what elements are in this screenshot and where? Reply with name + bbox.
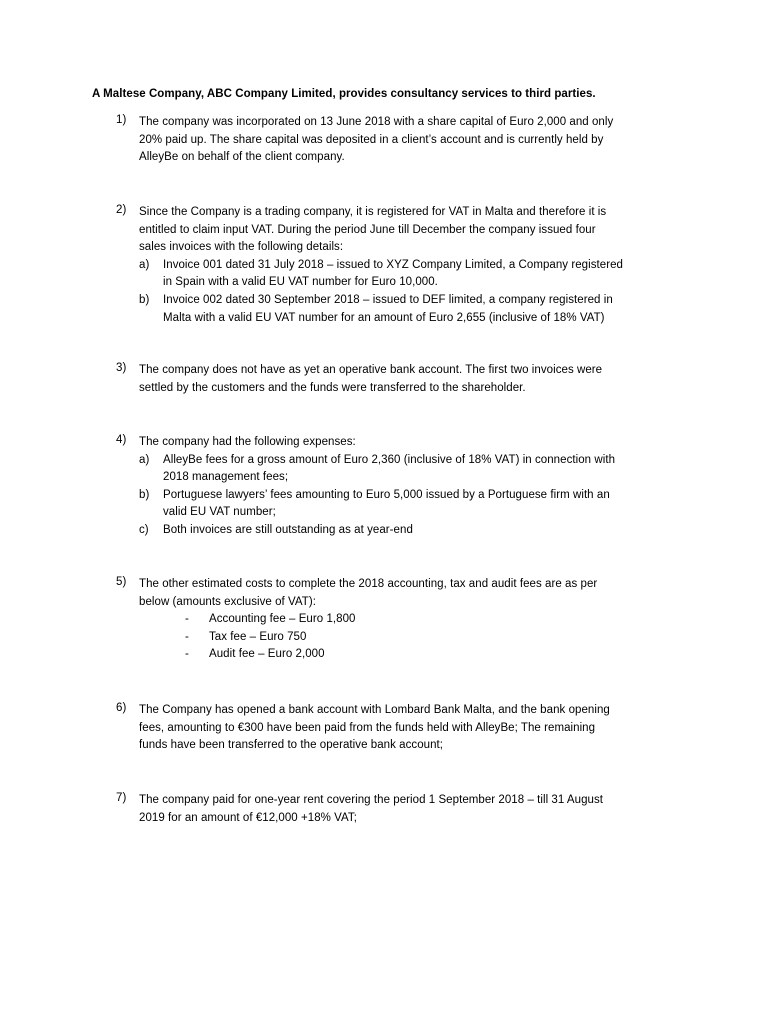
item-body <box>139 434 676 540</box>
sub-item-a <box>139 257 676 292</box>
list-item-2 <box>116 204 676 327</box>
item-text-line: The company paid for one-year rent covering the period 1 September 2018 – till 31 August <box>139 794 604 806</box>
sub-item-letter: a) <box>139 453 150 466</box>
item-number: 1) <box>116 114 127 126</box>
item-text-line: Since the Company is a trading company, it is registered for VAT in Malta and therefore it is <box>139 206 607 218</box>
sub-item-text-line: Malta with a valid EU VAT number for an amount of Euro 2,655 (inclusive of 18% VAT) <box>163 311 605 324</box>
sub-item-letter: b) <box>139 488 150 501</box>
document-title: A Maltese Company, ABC Company Limited, provides consultancy services to third parties. <box>92 88 596 100</box>
item-text-line: The Company has opened a bank account with Lombard Bank Malta, and the bank opening <box>139 704 610 716</box>
dash-item-text: Audit fee – Euro 2,000 <box>209 648 325 661</box>
sub-item-text-line: valid EU VAT number; <box>163 506 276 519</box>
item-text-line: AlleyBe on behalf of the client company. <box>139 151 345 164</box>
item-body <box>139 204 676 327</box>
sub-item-text-line: AlleyBe fees for a gross amount of Euro 2,360 (inclusive of 18% VAT) in connection with <box>163 453 616 466</box>
item-number: 7) <box>116 792 127 804</box>
item-text-line: The company had the following expenses: <box>139 436 356 448</box>
dash-item-text: Tax fee – Euro 750 <box>209 630 307 643</box>
dash-list-item <box>139 611 676 629</box>
item-text-line: The other estimated costs to complete the 2018 accounting, tax and audit fees are as per <box>139 578 598 590</box>
sub-item-text-line: Portuguese lawyers’ fees amounting to Euro 5,000 issued by a Portuguese firm with an <box>163 488 610 501</box>
item-text-line: sales invoices with the following details: <box>139 241 344 254</box>
list-item-3 <box>116 362 676 397</box>
sub-item-letter: c) <box>139 523 149 536</box>
item-body <box>139 114 676 167</box>
dash-bullet: - <box>185 613 189 626</box>
item-text-line: entitled to claim input VAT. During the period June till December the company issued four <box>139 223 596 236</box>
sub-item-letter: a) <box>139 258 150 271</box>
item-text-line: 20% paid up. The share capital was deposited in a client’s account and is currently held by <box>139 133 604 146</box>
item-text-line: funds have been transferred to the operative bank account; <box>139 739 444 752</box>
item-text-line: below (amounts exclusive of VAT): <box>139 595 316 608</box>
dash-list-item <box>139 629 676 647</box>
item-number: 3) <box>116 362 127 374</box>
sub-item-text-line: in Spain with a valid EU VAT number for Euro 10,000. <box>163 276 438 289</box>
item-body <box>139 792 676 827</box>
list-item-5 <box>116 576 676 664</box>
item-body <box>139 702 676 755</box>
item-number: 5) <box>116 576 127 588</box>
item-number: 4) <box>116 434 127 446</box>
item-body <box>139 362 676 397</box>
item-text-line: The company was incorporated on 13 June 2018 with a share capital of Euro 2,000 and only <box>139 116 614 128</box>
sub-item-text-line: Invoice 001 dated 31 July 2018 – issued to XYZ Company Limited, a Company registered <box>163 258 623 271</box>
sub-item-c <box>139 522 676 540</box>
item-number: 2) <box>116 204 127 216</box>
sub-item-text-line: 2018 management fees; <box>163 471 289 484</box>
item-text-line: settled by the customers and the funds were transferred to the shareholder. <box>139 381 526 394</box>
item-body <box>139 576 676 664</box>
sub-item-b <box>139 292 676 327</box>
list-item-6 <box>116 702 676 755</box>
sub-item-b <box>139 487 676 522</box>
dash-bullet: - <box>185 648 189 661</box>
sub-item-text-line: Invoice 002 dated 30 September 2018 – issued to DEF limited, a company registered in <box>163 293 613 306</box>
item-text-line: 2019 for an amount of €12,000 +18% VAT; <box>139 811 357 824</box>
list-item-7 <box>116 792 676 827</box>
list-item-1 <box>116 114 676 167</box>
dash-list-item <box>139 646 676 664</box>
item-number: 6) <box>116 702 127 714</box>
sub-item-a <box>139 452 676 487</box>
item-text-line: fees, amounting to €300 have been paid from the funds held with AlleyBe; The remaining <box>139 721 596 734</box>
dash-bullet: - <box>185 630 189 643</box>
dash-item-text: Accounting fee – Euro 1,800 <box>209 613 356 626</box>
item-text-line: The company does not have as yet an operative bank account. The first two invoices were <box>139 364 603 376</box>
list-item-4 <box>116 434 676 540</box>
sub-item-text-line: Both invoices are still outstanding as at year-end <box>163 523 413 536</box>
sub-item-letter: b) <box>139 293 150 306</box>
